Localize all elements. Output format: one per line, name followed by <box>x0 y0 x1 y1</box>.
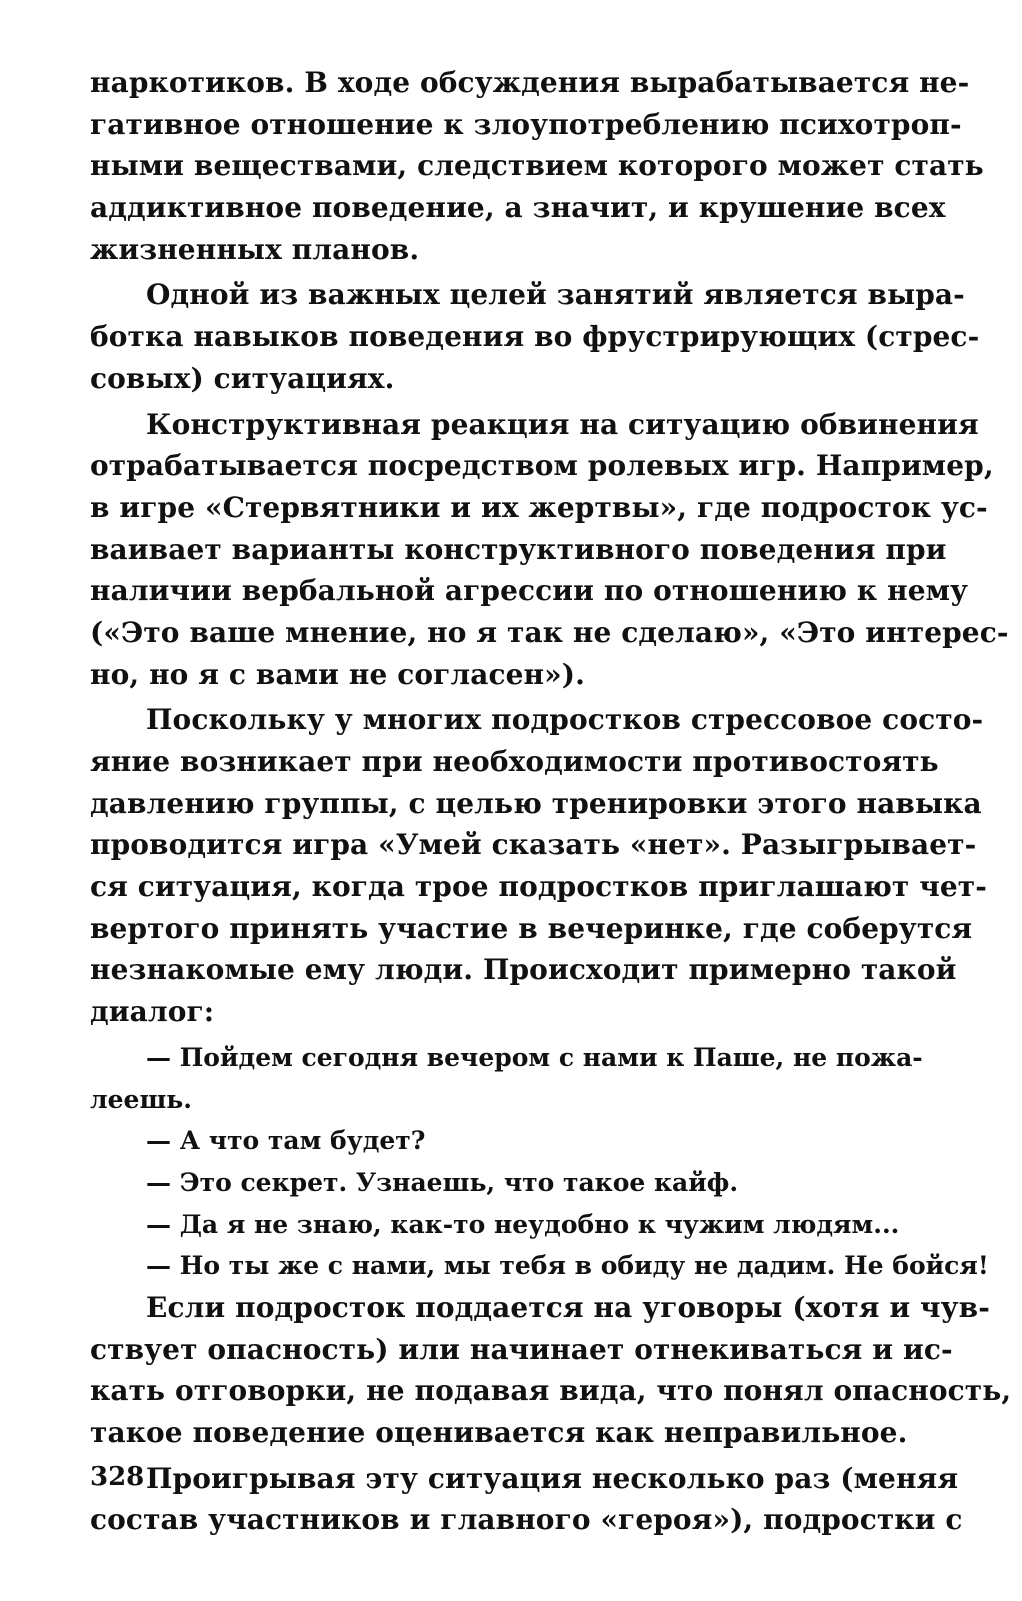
paragraph <box>90 274 980 399</box>
page-number: 328 <box>90 1462 145 1492</box>
text-line: наркотиков. В ходе обсуждения вырабатывается не- <box>90 66 970 99</box>
dialogue-line: — Да я не знаю, как-то неудобно к чужим людям... <box>146 1209 900 1239</box>
text-line: Если подросток поддается на уговоры (хотя и чув- <box>146 1290 990 1324</box>
text-line: ся ситуация, когда трое подростков приглашают чет- <box>90 870 987 904</box>
text-line: наличии вербальной агрессии по отношению к нему <box>90 574 969 608</box>
text-line: леешь. <box>90 1084 192 1114</box>
paragraph <box>90 699 987 1033</box>
dialogue-line: — А что там будет? <box>146 1126 426 1156</box>
text-line: яние возникает при необходимости противостоять <box>90 745 939 778</box>
dialogue-block <box>90 1037 989 1287</box>
text-line: Проигрывая эту ситуация несколько раз (меняя <box>146 1461 959 1495</box>
text-line: аддиктивное поведение, а значит, и крушение всех <box>90 191 946 225</box>
text-line: жизненных планов. <box>90 232 420 266</box>
text-line: («Это ваше мнение, но я так не сделаю», «Это интерес- <box>90 615 1009 649</box>
text-line: ными веществами, следствием которого может стать <box>90 149 984 183</box>
text-line: Конструктивная реакция на ситуацию обвинения <box>146 407 979 441</box>
text-line: — Пойдем сегодня вечером с нами к Паше, не пожа- <box>146 1042 923 1072</box>
text-line: гативное отношение к злоупотреблению психотроп- <box>90 107 962 141</box>
text-line: такое поведение оценивается как неправильное. <box>90 1416 908 1449</box>
text-line: отрабатывается посредством ролевых игр. Например, <box>90 449 994 483</box>
text-line: Поскольку у многих подростков стрессовое состо- <box>146 703 984 737</box>
text-line: давлению группы, с целью тренировки этого навыка <box>90 786 982 820</box>
text-line: диалог: <box>90 995 215 1029</box>
text-line: совых) ситуациях. <box>90 361 395 395</box>
dialogue-line: — Но ты же с нами, мы тебя в обиду не дадим. Не бойся! <box>146 1251 989 1281</box>
paragraph <box>90 62 984 270</box>
text-line: кать отговорки, не подавая вида, что понял опасность, <box>90 1374 1012 1408</box>
text-line: состав участников и главного «героя»), подростки с <box>90 1503 963 1537</box>
dialogue-line <box>90 1037 923 1120</box>
text-line: Одной из важных целей занятий является выра- <box>146 278 965 312</box>
text-line: вертого принять участие в вечеринке, где соберутся <box>90 911 973 945</box>
paragraph <box>90 404 1009 696</box>
text-line: ствует опасность) или начинает отнекиваться и ис- <box>90 1332 953 1366</box>
dialogue-line: — Это секрет. Узнаешь, что такое кайф. <box>146 1167 739 1197</box>
page-body <box>90 62 1012 1541</box>
text-line: незнакомые ему люди. Происходит примерно такой <box>90 953 957 987</box>
text-line: ваивает варианты конструктивного поведения при <box>90 532 947 566</box>
text-line: ботка навыков поведения во фрустрирующих (стрес- <box>90 320 980 354</box>
paragraph <box>90 1458 963 1541</box>
text-line: проводится игра «Умей сказать «нет». Разыгрывает- <box>90 828 977 862</box>
text-line: в игре «Стервятники и их жертвы», где подросток ус- <box>90 490 988 524</box>
paragraph <box>90 1287 1012 1454</box>
text-line: но, но я с вами не согласен»). <box>90 657 585 691</box>
